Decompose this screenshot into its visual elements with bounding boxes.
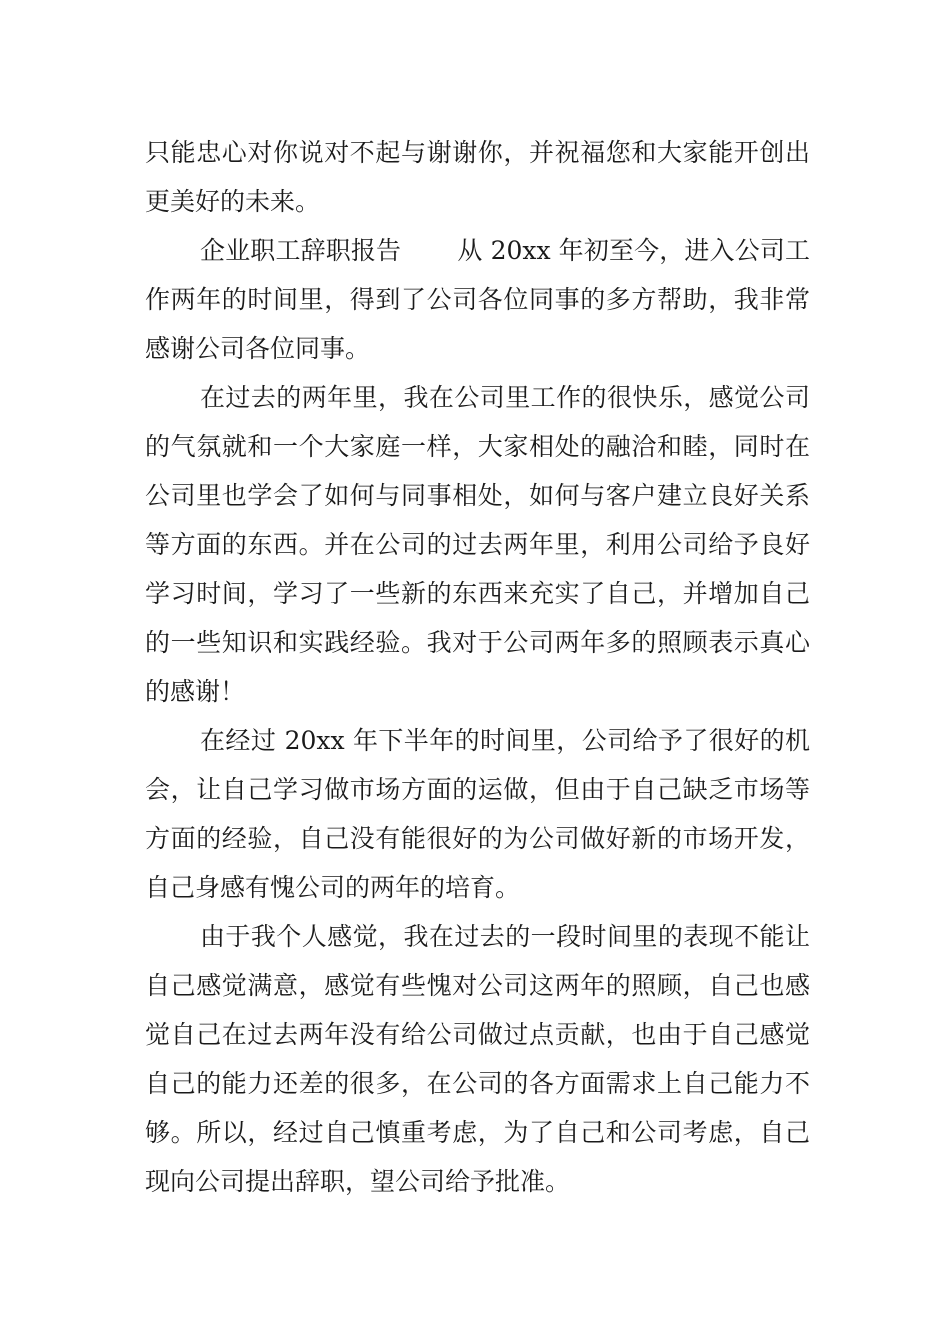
paragraph-5 [145, 912, 810, 1206]
paragraph-5-text: 由于我个人感觉，我在过去的一段时间里的表现不能让自己感觉满意，感觉有些愧对公司这两年的照顾，自己也感觉自己在过去两年没有给公司做过点贡献，也由于自己感觉自己的能力还差的很多，在公司的各方面需求上自己能力不够。所以，经过自己慎重考虑，为了自己和公司考虑，自己现向公司提出辞职，望公司给予批准。 [145, 922, 810, 1196]
paragraph-1 [145, 128, 810, 226]
paragraph-1-text: 只能忠心对你说对不起与谢谢你，并祝福您和大家能开创出更美好的未来。 [145, 138, 810, 216]
report-heading: 企业职工辞职报告 [200, 236, 402, 265]
paragraph-2 [145, 226, 810, 373]
paragraph-2-text: 从 20xx 年初至今，进入公司工作两年的时间里，得到了公司各位同事的多方帮助，我非常感谢公司各位同事。 [145, 236, 810, 363]
paragraph-3 [145, 373, 810, 716]
paragraph-4 [145, 716, 810, 912]
paragraph-4-text: 在经过 20xx 年下半年的时间里，公司给予了很好的机会，让自己学习做市场方面的运做，但由于自己缺乏市场等方面的经验，自己没有能很好的为公司做好新的市场开发，自己身感有愧公司的两年的培育。 [145, 726, 810, 902]
document-body [145, 128, 810, 1206]
paragraph-3-text: 在过去的两年里，我在公司里工作的很快乐，感觉公司的气氛就和一个大家庭一样，大家相处的融洽和睦，同时在公司里也学会了如何与同事相处，如何与客户建立良好关系等方面的东西。并在公司的过去两年里，利用公司给予良好学习时间，学习了一些新的东西来充实了自己，并增加自己的一些知识和实践经验。我对于公司两年多的照顾表示真心的感谢！ [145, 383, 810, 706]
